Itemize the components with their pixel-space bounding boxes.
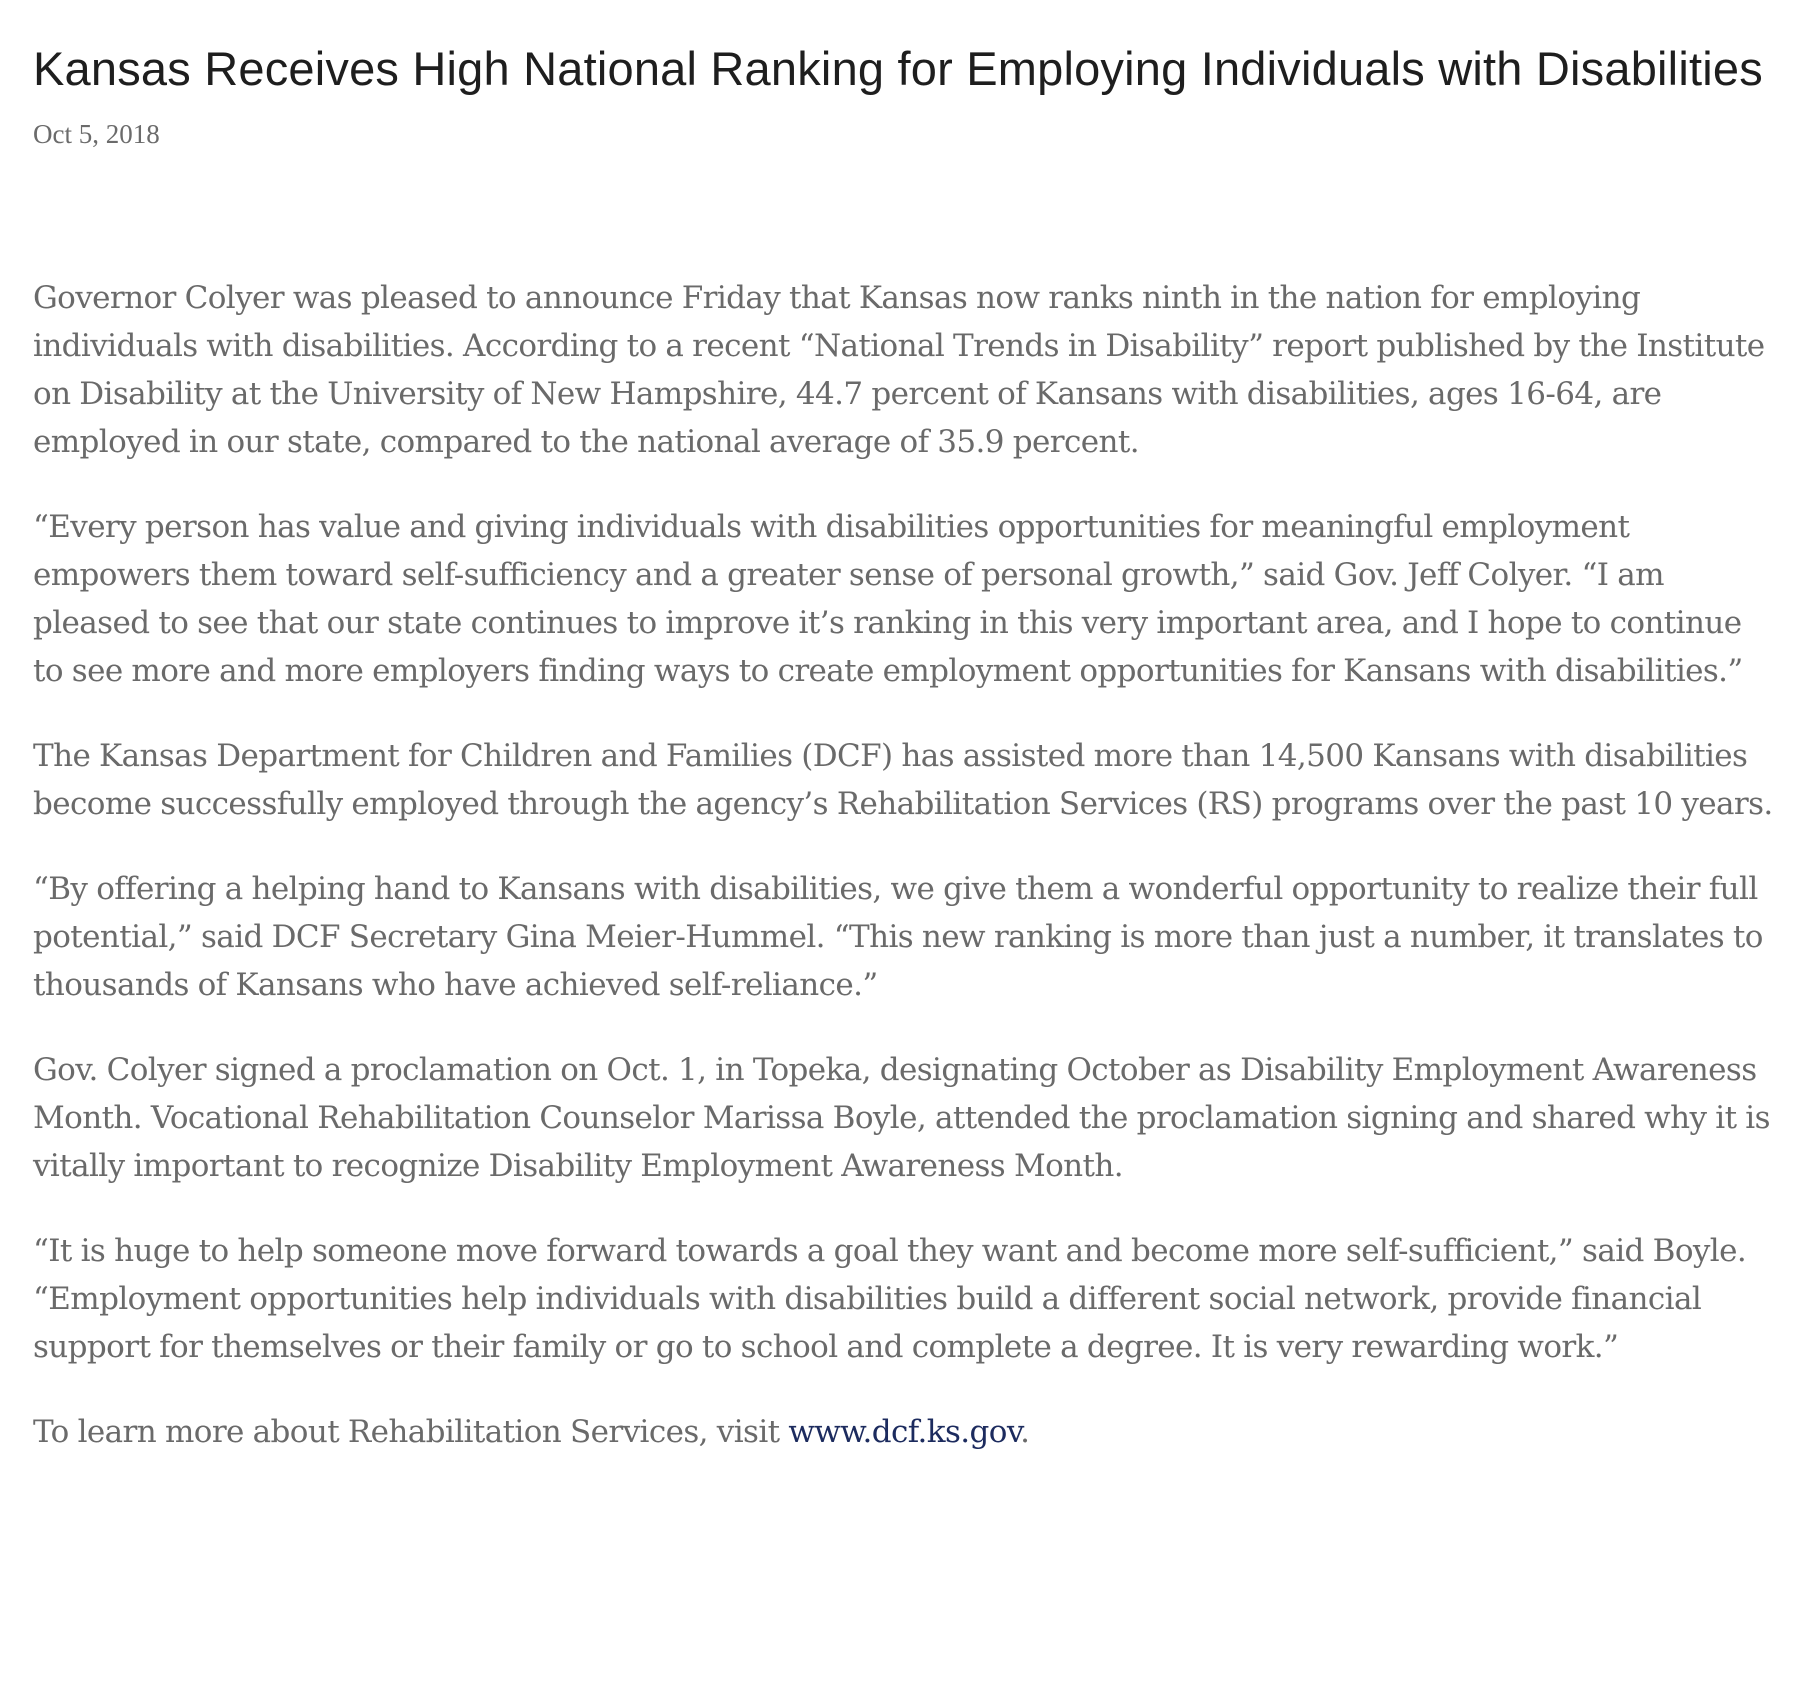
paragraph-proclamation: Gov. Colyer signed a proclamation on Oct. 1, in Topeka, designating October as Disability Employment Awareness Month. Vocational Rehabilitation Counselor Marissa Boyle, attended the proclamation signing and shared why it is vitally important to recognize Disability Employment Awareness Month.	[33, 1052, 1770, 1184]
article-body	[33, 274, 1778, 1456]
closing-text: To learn more about Rehabilitation Services, visit	[33, 1414, 789, 1450]
publish-date: Oct 5, 2018	[33, 119, 160, 149]
paragraph-dcf-assistance: The Kansas Department for Children and Families (DCF) has assisted more than 14,500 Kansans with disabilities become successfully employed through the agency’s Rehabilitation Services (RS) programs over the past 10 years.	[33, 738, 1773, 822]
paragraph-closing	[33, 1408, 1778, 1456]
paragraph-governor-quote: “Every person has value and giving individuals with disabilities opportunities for meaningful employment empowers them toward self-sufficiency and a greater sense of personal growth,” said Gov. Jeff Colyer. “I am pleased to see that our state continues to improve it’s ranking in this very important area, and I hope to continue to see more and more employers finding ways to create employment opportunities for Kansans with disabilities.”	[33, 509, 1743, 689]
paragraph-intro: Governor Colyer was pleased to announce Friday that Kansas now ranks ninth in the nation for employing individuals with disabilities. According to a recent “National Trends in Disability” report published by the Institute on Disability at the University of New Hampshire, 44.7 percent of Kansans with disabilities, ages 16-64, are employed in our state, compared to the national average of 35.9 percent.	[33, 280, 1765, 460]
page-title: Kansas Receives High National Ranking for Employing Individuals with Disabilities	[33, 42, 1763, 95]
article	[33, 44, 1778, 1493]
paragraph-boyle-quote: “It is huge to help someone move forward towards a goal they want and become more self-sufficient,” said Boyle. “Employment opportunities help individuals with disabilities build a different social network, provide financial support for themselves or their family or go to school and complete a degree. It is very rewarding work.”	[33, 1233, 1747, 1365]
dcf-website-link[interactable]: www.dcf.ks.gov	[788, 1414, 1021, 1450]
closing-period: .	[1020, 1414, 1030, 1450]
paragraph-secretary-quote: “By offering a helping hand to Kansans with disabilities, we give them a wonderful opportunity to realize their full potential,” said DCF Secretary Gina Meier-Hummel. “This new ranking is more than just a number, it translates to thousands of Kansans who have achieved self-reliance.”	[33, 871, 1763, 1003]
